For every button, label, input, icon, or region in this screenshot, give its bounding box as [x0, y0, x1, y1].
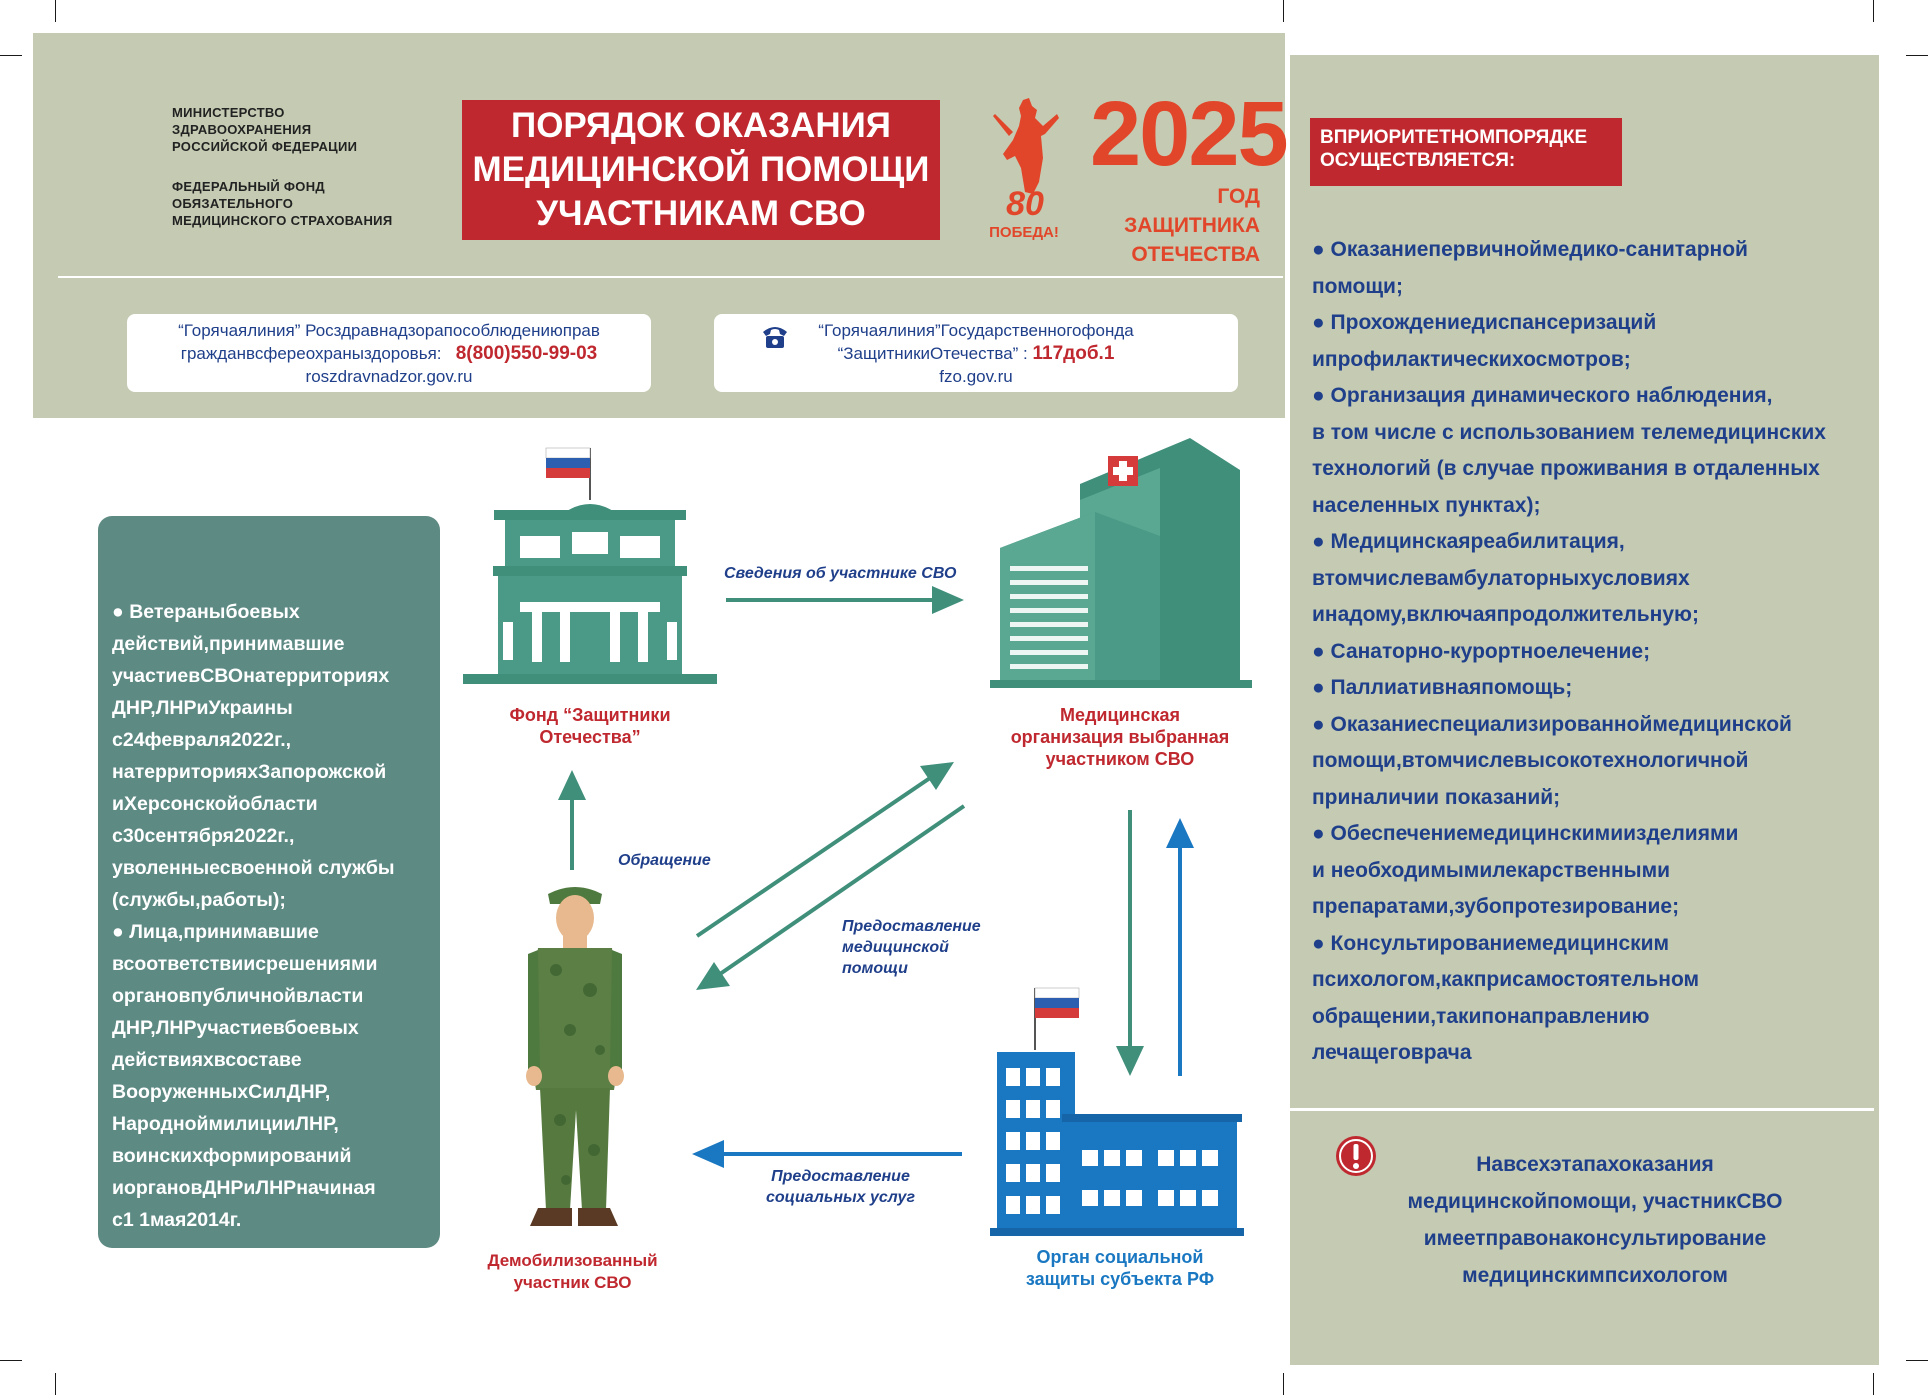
arrow-fund-to-medical	[726, 586, 964, 614]
crop-mark	[1906, 1360, 1928, 1361]
fund-name: ФЕДЕРАЛЬНЫЙ ФОНД ОБЯЗАТЕЛЬНОГО МЕДИЦИНСКОГО СТРАХОВАНИЯ	[172, 179, 393, 228]
hospital-building-icon	[990, 438, 1252, 688]
hotline-text: гражданвсфереохраныздоровья:	[180, 344, 442, 363]
ministry-name: МИНИСТЕРСТВО ЗДРАВООХРАНЕНИЯ РОССИЙСКОЙ ФЕДЕРАЦИИ	[172, 105, 358, 154]
priority-heading: ВПРИОРИТЕТНОМПОРЯДКЕ ОСУЩЕСТВЛЯЕТСЯ:	[1310, 118, 1622, 186]
year-2025: 2025	[1090, 83, 1287, 185]
hotline-defenders-fund: “Горячаялиния”Государственногофонда “ЗащитникиОтечества” : 117доб.1 fzo.gov.ru	[714, 314, 1238, 392]
arrow-social-to-soldier	[692, 1140, 962, 1168]
panel-divider	[1290, 1108, 1874, 1111]
priority-services-list: ● Оказаниепервичноймедико-санитарной помощи; ● Прохождениедиспансеризаций ипрофилактическихосмотров; ● Организация динамического наблюдения, в том числе с использованием телемедицинских технологий (в случае проживания в отдаленных населенных пунктах); ● Медицинскаяреабилитация, втомчислевамбулаторныхусловиях инадому,включаяпродолжительную; ● Санаторно-курортноелечение; ● Паллиативнаяпомощь; ● Оказаниеспециализированноймедицинской помощи,втомчислевысокотехнологичной приналичии показаний; ● Обеспечениемедицинскимиизделиями и необходимымилекарственными препаратами,зубопротезирование; ● Консультированиемедицинским психологом,какприсамостоятельном обращении,такипонаправлению лечащеговрача	[1312, 238, 1826, 1064]
victory-text: ПОБЕДА!	[989, 224, 1059, 241]
arrow-medical-to-social	[1116, 810, 1144, 1076]
hotline-site: fzo.gov.ru	[939, 367, 1013, 386]
veterans-eligibility-text: ● Ветераныбоевых действий,принимавшие участиевСВОнатерриториях ДНР,ЛНРиУкраины с24февраля2022г., натерриторияхЗапорожской иХерсонскойобласти с30сентября2022г., уволенныесвоенной службы (службы,работы); ● Лица,принимавшие всоответствиисрешениями органовпубличнойвласти ДНР,ЛНРучастиевбоевых действияхвсоставе ВооруженныхСилДНР, НародноймилицииЛНР, воинскихформирований иоргановДНРиЛНРначиная с1 1мая2014г.	[112, 601, 395, 1231]
arrow-soldier-to-fund	[558, 770, 586, 870]
hotline-number: 8(800)550-99-03	[455, 343, 598, 364]
arrow-soldier-to-medical	[697, 762, 954, 936]
fund-building-icon	[463, 448, 717, 684]
year-theme: ГОД ЗАЩИТНИКА ОТЕЧЕСТВА	[1124, 185, 1260, 266]
psychologist-note: Навсехэтапахоказания медицинскойпомощи, участникСВО имеетправонаконсультирование медицинскимпсихологом	[1407, 1153, 1783, 1287]
medical-org-label: Медицинская организация выбранная участником СВО	[1010, 705, 1230, 769]
arrow-label-medical: Предоставление медицинской помощи	[842, 918, 981, 977]
social-protection-building-icon	[990, 988, 1244, 1236]
crop-mark	[1873, 0, 1874, 22]
arrow-label-social: Предоставление социальных услуг	[766, 1168, 915, 1206]
social-protection-label: Орган социальной защиты субъекта РФ	[1025, 1247, 1215, 1289]
page-title: ПОРЯДОК ОКАЗАНИЯ МЕДИЦИНСКОЙ ПОМОЩИ УЧАСТНИКАМ СВО	[462, 100, 940, 240]
arrow-label-info: Сведения об участнике СВО	[724, 565, 957, 582]
soldier-label: Демобилизованный участник СВО	[487, 1251, 658, 1292]
hotline-text: “ЗащитникиОтечества” :	[837, 344, 1028, 363]
crop-mark	[1906, 55, 1928, 56]
hotline-roszdravnadzor: “Горячаялиния” Росздравнадзорапособлюдениюправ гражданвсфереохраныздоровья: 8(800)550-99-03 roszdravnadzor.gov.ru	[127, 314, 651, 392]
hotline-number: 117доб.1	[1032, 343, 1115, 364]
arrow-social-to-medical	[1166, 818, 1194, 1076]
crop-mark	[1873, 1373, 1874, 1395]
fund-label: Фонд “Защитники Отечества”	[509, 705, 671, 747]
arrow-label-request: Обращение	[618, 852, 711, 869]
hotline-site: roszdravnadzor.gov.ru	[305, 367, 473, 386]
soldier-figure-icon	[526, 887, 624, 1226]
victory-number: 80	[1006, 185, 1044, 223]
